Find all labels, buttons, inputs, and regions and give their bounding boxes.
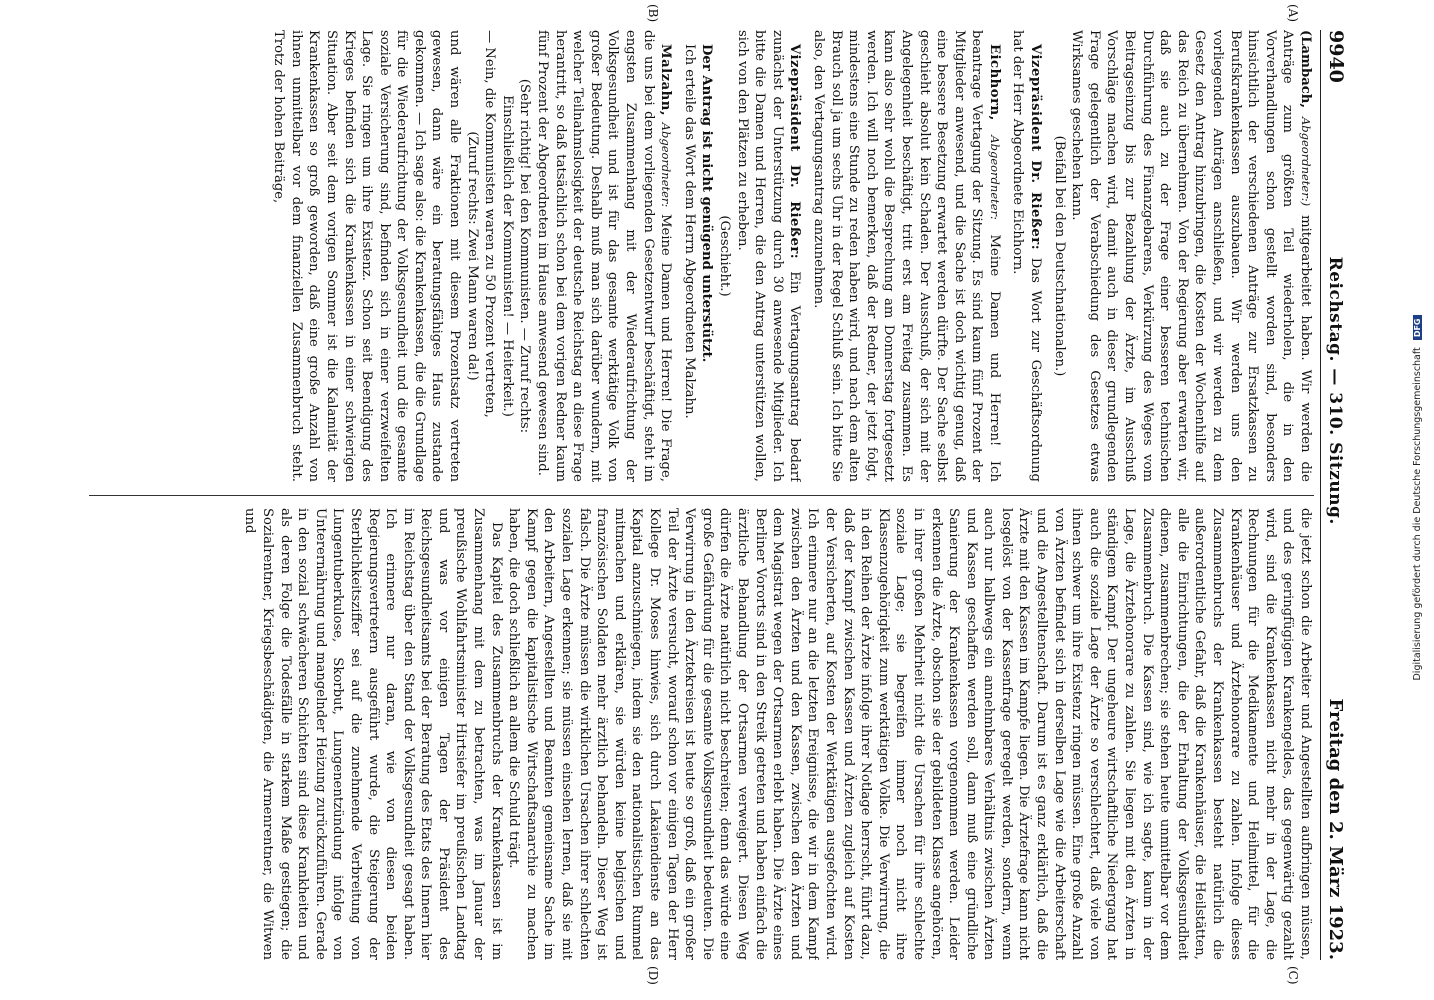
dfg-logo: DFG (1413, 316, 1422, 341)
speaker-name: Malzahn, (658, 44, 674, 116)
paragraph: die jetzt schon die Arbeiter und Angestellten aufbringen müssen, und des geringfügigen Krankengeldes, das gegenwärtig gezahlt wird, sind die Krankenkassen nicht mehr in der Lage, die Rechnungen für die Medikamente und Heilmittel, für die Krankenhäuser und Ärztehonorare zu zahlen. Infolge dieses Zusammenbruchs der Krankenkassen besteht natürlich die außerordentliche Gefahr, daß die Krankenhäuser, die Heilstätten, alle die Einrichtungen, die der Erhaltung der Volksgesundheit dienen, zusammenbrechen; sie stehen heute unmittelbar vor dem Zusammenbruch. Die Kassen sind, wie ich sagte, kaum in der Lage, die Ärztehonorare zu zahlen. Sie liegen mit den Ärzten in ständigem Kampf. Der ungeheure wirtschaftliche Niedergang hat auch die soziale Lage der Ärzte so verschlechtert, daß viele von ihnen schwer um ihre Existenz ringen müssen. Eine große Anzahl von Ärzten befindet sich in derselben Lage wie die Arbeiterschaft und die Angestelltenschaft. Darum ist es ganz erklärlich, daß die Ärzte mit den Kassen im Kampfe liegen. Die Ärztefrage kann nicht losgelöst von der Kassenfrage geregelt werden, sondern, wenn auch nur halbwegs ein annehmbares Verhältnis zwischen Ärzten und Kassen geschaffen werden soll, dann muß eine gründliche Sanierung der Krankenkassen vorgenommen werden. Leider erkennen die Ärzte, obschon sie der gebildeten Klasse angehören, in ihrer großen Mehrheit nicht die Ursachen für ihre schlechte soziale Lage; sie begreifen immer noch nicht ihre Klassenzugehörigkeit zum werktätigen Volke. Die Verwirrung, die in den Reihen der Ärzte infolge ihrer Notlage herrscht, führt dazu, daß der Kampf zwischen Kassen und Ärzten zugleich auf Kosten der Versicherten, auf Kosten der Werktätigen ausgefochten wird. Ich erinnere nur an die letzten Ereignisse, die wir in dem Kampf zwischen den Ärzten und den Kassen, zwischen den Ärzten und dem Magistrat wegen der Ortsarmen erlebt haben. Die Ärzte eines Berliner Vororts sind in den Streik getreten und haben einfach die ärztliche Behandlung der Ortsarmen verweigert. Diesen Weg dürfen die Ärzte natürlich nicht beschreiten; denn das würde eine große Gefährdung für die gesamte Volksgesundheit bedeuten. Die Verwirrung in den Ärztekreisen ist heute so groß, daß ein großer Teil der Ärzte versucht, worauf schon vor einigen Tagen der Herr Kollege Dr. Moses hinwies, sich durch Lakaiendienste an das Kapital anzuschmiegen, indem sie den nationalistischen Rummel mitmachen und erklären, sie würden keine belgischen und französischen Soldaten mehr ärztlich behandeln. Dieser Weg ist falsch. Die Ärzte müssen die wirklichen Ursachen ihrer schlechten sozialen Lage erkennen; sie müssen einsehen lernen, daß sie mit den Arbeitern, Angestellten und Beamten gemeinsame Sache im Kampf gegen die kapitalistische Wirtschaftsanarchie zu machen haben, die doch schließlich an allem die Schuld trägt. (506, 508, 1313, 960)
paragraph (533, 30, 674, 482)
margin-marker-c: (C) (1286, 966, 1300, 985)
paragraph-text: Das Wort zur Geschäftsordnung hat der Herr Abgeordnete Eichhorn. (1010, 30, 1044, 482)
speaker-name: (Lambach, (1298, 30, 1313, 108)
paragraph-text: Meine Damen und Herren! Ich beantrage Vertagung der Sitzung. Es sind kaum fünf Prozent der Mitglieder anwesend, und die Sache ist doch wichtig genug, daß eine bessere Besetzung erwartet werden dürfte. Der Sache selbst geschieht absolut kein Schaden. Der Ausschuß, der sich mit der Angelegenheit beschäftigt, tritt erst am Freitag zusammen. Es kann also sehr wohl die Besprechung am Donnerstag fortgesetzt werden. Ich will noch bemerken, daß der Redner, der jetzt folgt, mindestens eine Stunde zu reden haben wird, und nach dem alten Brauch soll ja um sechs Uhr in der Regel Schluß sein. Ich bitte Sie also, den Vertagungsantrag anzunehmen. (810, 30, 1002, 482)
paragraph-text: mitgearbeitet haben. Wir werden die Anträge zum größten Teil wiederholen, die in den Vorverhandlungen schon gestellt worden sind, besonders hinsichtlich der verschiedenen Anträge zur Ersatzkassen zu Berufskrankenkassen auszubauen. Wir werden uns den vorliegenden Anträgen anschließen, und wir werden zu dem Gesetz den Antrag hinzubringen, die Kosten der Wochenhilfe auf das Reich zu übernehmen. Von der Regierung aber erwarten wir, daß sie auch zu der Frage einer besseren technischen Durchführung des Finanzgebarens, Verkürzung des Weges vom Beitragseinzug bis zur Bezahlung der Ärzte, im Ausschuß Vorschläge machen wird, damit auch in dieser grundlegenden Frage gelegentlich der Verabschiedung des Gesetzes etwas Wirksames geschehen kann. (1069, 30, 1313, 482)
paragraph: und wären alle Fraktionen mit diesem Prozentsatz vertreten gewesen, dann wäre ein beratungsfähiges Haus zustande gekommen. — Ich sage also: die Krankenkassen, die die Grundlage für die Wiederaufrichtung der Volksgesundheit und die gesamte soziale Versicherung sind, befinden sich in einer verzweifelten Lage. Sie ringen um ihre Existenz. Schon seit Beendigung des Krieges befinden sich die Krankenkassen in einer schwierigen Situation. Aber seit dem vorigen Sommer ist die Kalamität der Krankenkassen so groß geworden, daß eine große Anzahl von ihnen unmittelbar vor dem finanziellen Zusammenbruch steht. Trotz der hohen Beiträge, (271, 30, 463, 482)
margin-marker-d: (D) (646, 966, 660, 985)
interjection-note: (Zuruf rechts: Zwei Mann waren da!) (464, 131, 480, 381)
speaker-name: Vizepräsident Dr. Rießer: (787, 44, 803, 260)
paragraph: Der Antrag ist nicht genügend unterstützt. (699, 44, 715, 363)
left-column (89, 30, 1314, 482)
interjection-note: (Sehr richtig! bei den Kommunisten. — Zuruf rechts: Einschließlich der Kommunisten! — Heiterkeit.) (499, 78, 533, 434)
page-header (1320, 30, 1360, 960)
right-column (89, 508, 1314, 960)
credit-text: Digitalisierung gefördert durch die Deutsche Forschungsgemeinschaft (1412, 347, 1423, 681)
session-title: Reichstag. — 310. Sitzung. (1325, 256, 1345, 525)
speaker-name: Vizepräsident Dr. Rießer: (1028, 44, 1044, 251)
session-date: Freitag den 2. März 1923. (1325, 698, 1346, 960)
paragraph: Das Kapitel des Zusammenbruchs der Krankenkassen ist im Zusammenhang mit dem zu betrachten, was im Januar der preußische Wohlfahrtsminister Hirtsiefer im preußischen Landtag und was vor einigen Tagen der Präsident des Reichsgesundheitsamts bei der Beratung des Etats des Innern hier im Reichstag über den Stand der Volksgesundheit gesagt haben. Ich erinnere nur daran, wie von diesen beiden Regierungsvertretern ausgeführt wurde, die Steigerung der Sterblichkeitsziffer sei auf die zunehmende Verbreitung von Lungentuberkulose, Skorbut, Lungenentzündung infolge von Unterernährung und mangelnder Heizung zurückzuführen. Gerade in den sozial schwächeren Schichten sind diese Krankheiten und als deren Folge die Todesfälle in starkem Maße gestiegen; die Sozialrentner, Kriegsbeschädigten, die Armenrentner, die Witwen und (242, 508, 504, 960)
margin-marker-a: (A) (1286, 4, 1300, 23)
paragraph (733, 30, 803, 482)
page-content (85, 4, 1360, 985)
paragraph (1068, 30, 1314, 482)
procedure-note: (Geschieht.) (717, 215, 732, 297)
paragraph-text: Ein Vertagungsantrag bedarf zunächst der Unterstützung durch 30 anwesende Mitglieder. Ich bitte die Damen und Herren, die den Antrag unterstützen wollen, sich von den Plätzen zu erheben. (734, 30, 803, 482)
paragraph: Ich erteile das Wort dem Herrn Abgeordneten Malzahn. (681, 44, 697, 419)
speaker-name: Eichhorn, (986, 44, 1002, 121)
page-number: 9940 (1325, 30, 1347, 83)
digitization-credit (1412, 28, 1428, 968)
paragraph: — Nein, die Kommunisten waren zu 50 Prozent vertreten, (482, 30, 498, 418)
paragraph-text: Meine Damen und Herren! Die Frage, die uns bei dem vorliegenden Gesetzentwurf beschäftigt, steht im engsten Zusammenhang mit der Wiederaufrichtung der Volksgesundheit und ist für das gesamte werktätige Volk von großer Bedeutung. Deshalb muß man sich darüber wundern, mit welcher Teilnahmslosigkeit der deutsche Reichstag an diese Frage herantritt, so daß tatsächlich schon bei dem vorigen Redner kaum fünf Prozent der Abgeordneten im Hause anwesend gewesen sind. (535, 30, 674, 482)
column-divider (89, 495, 1314, 496)
applause-note: (Beifall bei den Deutschnationalen.) (1051, 135, 1067, 377)
speaker-role: Abgeordneter: (659, 122, 674, 208)
speaker-role: Abgeordneter:) (1299, 116, 1313, 207)
paragraph (1009, 30, 1044, 482)
text-columns (89, 30, 1314, 960)
margin-marker-b: (B) (646, 4, 660, 23)
speaker-role: Abgeordneter: (987, 135, 1002, 220)
paragraph (809, 30, 1003, 482)
